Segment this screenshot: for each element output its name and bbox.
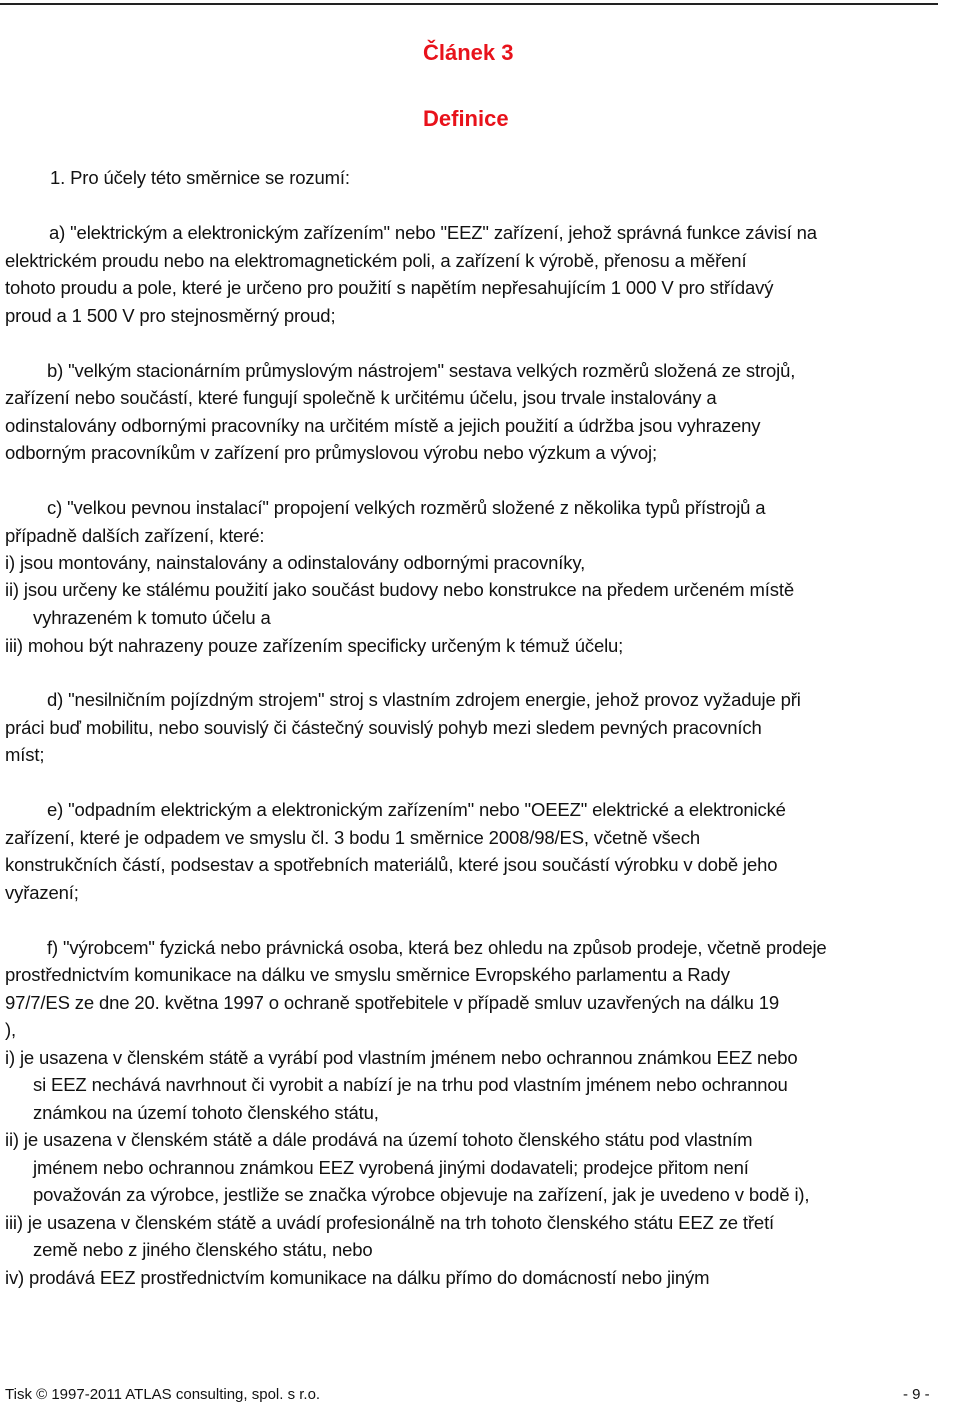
definition-f-line: ii) je usazena v členském státě a dále prodává na území tohoto členského státu pod vlastním (5, 1129, 753, 1150)
definition-f-line: 97/7/ES ze dne 20. května 1997 o ochraně spotřebitele v případě smluv uzavřených na dálku 19 (5, 992, 779, 1013)
definition-e-line: e) "odpadním elektrickým a elektronickým zařízením" nebo "OEEZ" elektrické a elektronické (47, 799, 786, 820)
definition-c-line: ii) jsou určeny ke stálému použití jako součást budovy nebo konstrukce na předem určeném místě (5, 579, 794, 600)
definition-c-line: případně dalších zařízení, které: (5, 525, 265, 546)
definition-e-line: vyřazení; (5, 882, 79, 903)
definition-a-line: tohoto proudu a pole, které je určeno pro použití s napětím nepřesahujícím 1 000 V pro střídavý (5, 277, 774, 298)
definition-b-line: zařízení nebo součástí, které fungují společně k určitému účelu, jsou trvale instalovány a (5, 387, 717, 408)
footer-copyright: Tisk © 1997-2011 ATLAS consulting, spol. s r.o. (5, 1386, 321, 1403)
definition-f-line: iv) prodává EEZ prostřednictvím komunikace na dálku přímo do domácností nebo jiným (5, 1267, 710, 1288)
definition-f-line: země nebo z jiného členského státu, nebo (33, 1239, 373, 1260)
definition-f-line: známkou na území tohoto členského státu, (33, 1102, 379, 1123)
definition-c-line: c) "velkou pevnou instalací" propojení velkých rozměrů složené z několika typů přístrojů a (47, 497, 766, 518)
definition-d-line: d) "nesilničním pojízdným strojem" stroj s vlastním zdrojem energie, jehož provoz vyžaduje při (47, 689, 801, 710)
definition-f-line: iii) je usazena v členském státě a uvádí profesionálně na trh tohoto členského státu EEZ ze třetí (5, 1212, 775, 1233)
definition-c-line: iii) mohou být nahrazeny pouze zařízením specificky určeným k témuž účelu; (5, 635, 624, 656)
definition-e-line: zařízení, které je odpadem ve smyslu čl. 3 bodu 1 směrnice 2008/98/ES, včetně všech (5, 827, 701, 848)
definition-d-line: práci buď mobilitu, nebo souvislý či částečný souvislý pohyb mezi sledem pevných pracovních (5, 717, 762, 738)
article-heading: Článek 3 (423, 40, 514, 65)
definition-b-line: odinstalovány odbornými pracovníky na určitém místě a jejich použití a údržba jsou vyhrazeny (5, 415, 761, 436)
definition-f-line: považován za výrobce, jestliže se značka výrobce objevuje na zařízení, jak je uvedeno v bodě i), (33, 1184, 810, 1205)
definition-f-line: f) "výrobcem" fyzická nebo právnická osoba, která bez ohledu na způsob prodeje, včetně prodeje (47, 937, 827, 958)
definition-f-line: jménem nebo ochrannou známkou EEZ vyrobená jinými dodavateli; prodejce přitom není (33, 1157, 749, 1178)
definition-b-line: b) "velkým stacionárním průmyslovým nástrojem" sestava velkých rozměrů složená ze strojů, (47, 360, 796, 381)
definition-c-line: vyhrazeném k tomuto účelu a (33, 607, 271, 628)
definition-d-line: míst; (5, 744, 45, 765)
footer-page-number: - 9 - (903, 1386, 930, 1403)
definition-a-line: elektrickém proudu nebo na elektromagnetickém poli, a zařízení k výrobě, přenosu a měření (5, 250, 747, 271)
top-rule (0, 3, 938, 5)
definition-e-line: konstrukčních částí, podsestav a spotřebních materiálů, které jsou součástí výrobku v době jeho (5, 854, 778, 875)
definition-f-line: ), (5, 1019, 17, 1040)
definition-a-line: proud a 1 500 V pro stejnosměrný proud; (5, 305, 336, 326)
section-heading: Definice (423, 106, 509, 131)
definition-f-line: prostřednictvím komunikace na dálku ve smyslu směrnice Evropského parlamentu a Rady (5, 964, 730, 985)
intro-text: 1. Pro účely této směrnice se rozumí: (50, 167, 350, 188)
definition-f-line: i) je usazena v členském státě a vyrábí pod vlastním jménem nebo ochrannou známkou EEZ nebo (5, 1047, 798, 1068)
definition-b-line: odborným pracovníkům v zařízení pro průmyslovou výrobu nebo výzkum a vývoj; (5, 442, 657, 463)
definition-a-line: a) "elektrickým a elektronickým zařízením" nebo "EEZ" zařízení, jehož správná funkce závisí na (49, 222, 817, 243)
definition-c-line: i) jsou montovány, nainstalovány a odinstalovány odbornými pracovníky, (5, 552, 586, 573)
definition-f-line: si EEZ nechává navrhnout či vyrobit a nabízí je na trhu pod vlastním jménem nebo ochrannou (33, 1074, 788, 1095)
